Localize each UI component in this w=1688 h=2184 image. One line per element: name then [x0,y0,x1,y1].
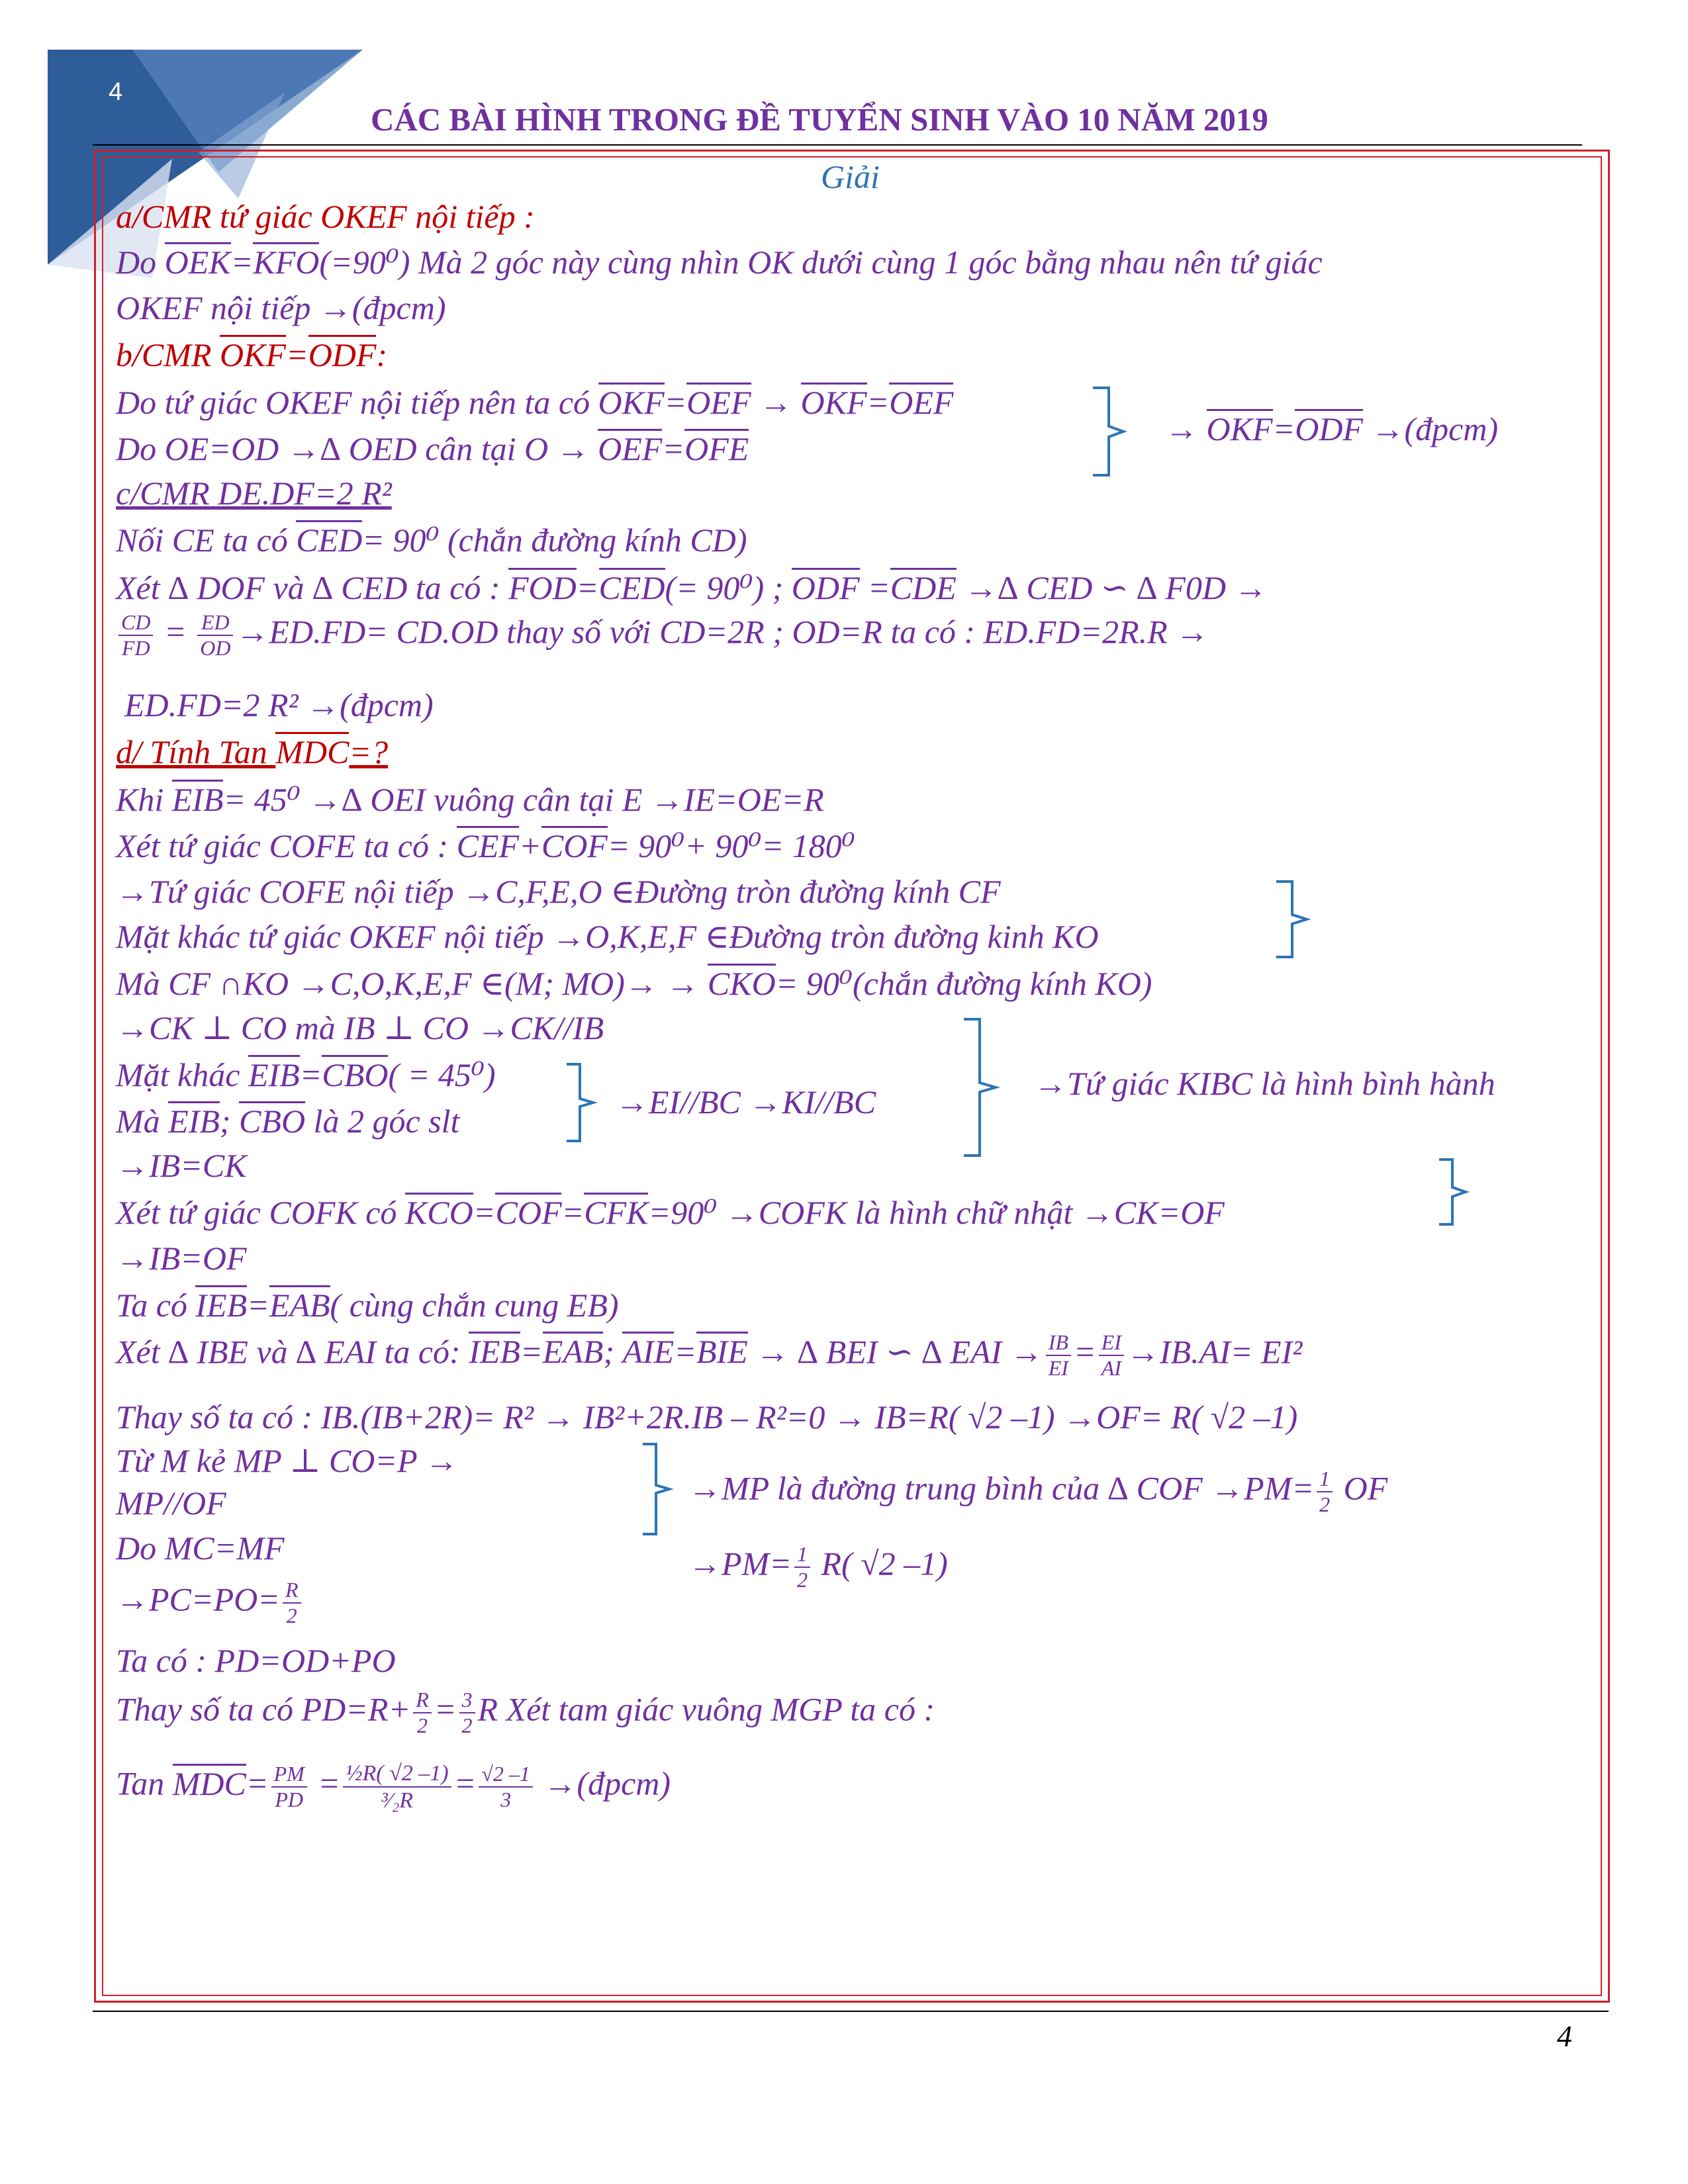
part-c-line-2: Xét ∆ DOF và ∆ CED ta có : FOD=CED(= 90⁰) ; ODF =CDE →∆ CED ∽ ∆ F0D → [116,569,1268,606]
part-d-line-10: Xét tứ giác COFK có KCO=COF=CFK=90⁰ →COFK là hình chữ nhật →CK=OF [116,1194,1225,1231]
part-a-heading: a/CMR tứ giác OKEF nội tiếp : [116,198,535,235]
part-d-line-9: →IB=CK [116,1147,247,1184]
part-a-line-1: Do OEK=KFO(=90⁰) Mà 2 góc này cùng nhìn OK dưới cùng 1 góc bằng nhau nên tứ giác [116,244,1323,281]
brace-d4 [1435,1157,1481,1227]
part-d-parallelogram: →Tứ giác KIBC là hình bình hành [1034,1065,1495,1102]
part-b-line-1: Do tứ giác OKEF nội tiếp nên ta có OKF=OEF → OKF=OEF [116,384,954,421]
fraction-pm-pd: $\frac{PM}{PD}$ [271,1762,307,1812]
part-d-line-3: →Tứ giác COFE nội tiếp →C,F,E,O ∈Đường tròn đường kính CF [116,873,1001,910]
page-title: CÁC BÀI HÌNH TRONG ĐỀ TUYỂN SINH VÀO 10 NĂM 2019 [371,101,1268,138]
part-d-parallel: →EI//BC →KI//BC [616,1083,876,1120]
part-b-heading: b/CMR OKF=ODF: [116,336,388,373]
part-c-heading: c/CMR DE.DF=2 R² [116,475,392,512]
part-d-line-1: Khi EIB= 45⁰ →∆ OEI vuông cân tại E →IE=OE=R [116,781,824,818]
fraction-result: $\frac{√2 -1}{3}$ [479,1762,533,1812]
fraction-ib-ei: $\frac{IB}{EI}$ [1046,1330,1071,1381]
part-d-line-6: →CK ⊥ CO mà IB ⊥ CO →CK//IB [116,1009,604,1046]
part-b-conclusion: → OKF=ODF →(đpcm) [1165,410,1499,447]
fraction-ed-od: $\frac{ED}{OD}$ [197,610,233,660]
part-d-line-7: Mặt khác EIB=CBO( = 45⁰) [116,1056,496,1093]
fraction-one-half-a: $\frac{1}{2}$ [1317,1467,1333,1517]
part-d-line-12: Ta có IEB=EAB( cùng chắn cung EB) [116,1287,619,1324]
fraction-one-half-b: $\frac{1}{2}$ [794,1542,810,1592]
fraction-r-over-2: $\frac{R}{2}$ [413,1688,432,1738]
fraction-big: $\frac{\text{½R( √2 –1)}}{\text{³⁄₂R}}$ [343,1760,451,1813]
fraction-ei-ai: $\frac{EI}{AI}$ [1099,1330,1124,1381]
footer-rule [93,2011,1609,2012]
brace-d1 [1272,879,1325,960]
header-page-number: 4 [109,78,123,106]
brace-d2 [563,1062,609,1144]
fraction-3-over-2: $\frac{3}{2}$ [459,1688,475,1738]
part-d-line-15: Từ M kẻ MP ⊥ CO=P → [116,1442,459,1479]
part-d-line-19: Ta có : PD=OD+PO [116,1642,396,1679]
part-c-line-1: Nối CE ta có CED= 90⁰ (chắn đường kính CD) [116,522,747,559]
part-d-line-20: Thay số ta có PD=R+ $\frac{R}{2}$ = $\frac{3}{2}$ R Xét tam giác vuông MGP ta có : [116,1688,935,1737]
part-d-heading: d/ Tính Tan MDC=? [116,733,389,770]
part-c-line-3: $\frac{CD}{FD}$ = $\frac{ED}{OD}$ →ED.FD= CD.OD thay số với CD=2R ; OD=R ta có : ED.FD=2R.R → [116,610,1209,660]
part-d-line-11: →IB=OF [116,1240,247,1277]
part-b-line-2: Do OE=OD →∆ OED cân tại O → OEF=OFE [116,430,749,467]
part-d-line-16: MP//OF [116,1484,226,1522]
part-d-line-17: Do MC=MF [116,1529,285,1567]
part-d-line-21: Tan MDC= $\frac{PM}{PD}$ = $\frac{\text{½R( √2 –1)}}{\text{³⁄₂R}}$ = $\frac{√2 -1}{3}$ →(đpcm) [116,1761,671,1813]
part-d-midline: →MP là đường trung bình của ∆ COF →PM= $\frac{1}{2}$ OF [688,1467,1388,1516]
part-d-pm-value: →PM= $\frac{1}{2}$ R( √2 –1) [688,1542,948,1592]
part-d-line-5: Mà CF ∩KO →C,O,K,E,F ∈(M; MO)→ → CKO= 90⁰(chắn đường kính KO) [116,965,1152,1002]
solution-label: Giải [821,158,880,195]
part-d-line-14: Thay số ta có : IB.(IB+2R)= R² → IB²+2R.IB – R²=0 → IB=R( √2 –1) →OF= R( √2 –1) [116,1398,1298,1435]
part-d-line-2: Xét tứ giác COFE ta có : CEF+COF= 90⁰+ 90⁰= 180⁰ [116,827,855,864]
footer-page-number: 4 [1557,2019,1572,2053]
header-rule [93,144,1582,146]
part-c-line-4: ED.FD=2 R² →(đpcm) [124,686,434,723]
fraction-r-half: $\frac{R}{2}$ [283,1578,301,1628]
brace-d3 [960,1017,1013,1158]
part-a-line-2: OKEF nội tiếp →(đpcm) [116,289,446,326]
brace-b [1089,385,1142,478]
part-d-line-4: Mặt khác tứ giác OKEF nội tiếp →O,K,E,F ∈Đường tròn đường kinh KO [116,918,1099,955]
part-d-line-8: Mà EIB; CBO là 2 góc slt [116,1103,460,1140]
brace-d5 [639,1441,685,1537]
part-d-line-13: Xét ∆ IBE và ∆ EAI ta có: IEB=EAB; AIE=BIE → ∆ BEI ∽ ∆ EAI → $\frac{IB}{EI}$ = $\frac{EI}{AI}$ →IB.AI= EI² [116,1330,1303,1380]
part-d-line-18: →PC=PO= $\frac{R}{2}$ [116,1578,304,1628]
fraction-cd-fd: $\frac{CD}{FD}$ [118,610,153,660]
